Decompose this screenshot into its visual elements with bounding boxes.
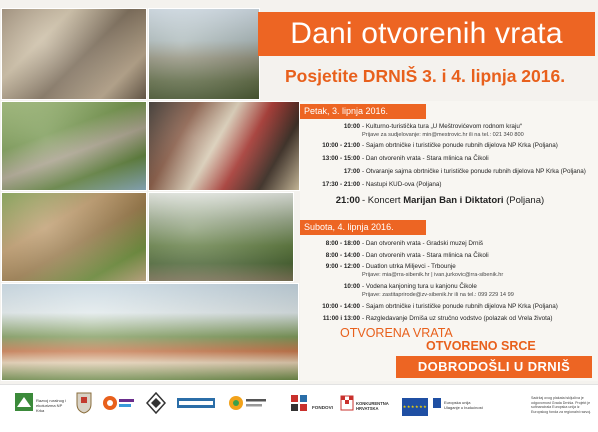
day1-concert — [300, 195, 596, 207]
photo-drnis-town — [1, 283, 299, 381]
day1-event-4 — [300, 181, 596, 189]
konkurentna-label: KONKURENTNA HRVATSKA — [356, 401, 389, 411]
event-text: - Dan otvorenih vrata - Gradski muzej Drniš — [362, 240, 484, 247]
fondovi-label: FONDOVI — [312, 405, 333, 410]
day2-event-2 — [300, 263, 596, 279]
event-time: 10:00 — [343, 283, 360, 290]
slogan-open-doors: OTVORENA VRATA — [340, 326, 453, 340]
event-text: - Vodena kanjoning tura u kanjonu Čikole — [362, 283, 477, 290]
day1-event-0 — [300, 123, 596, 139]
event-text: - Sajam obrtničke i turističke ponude rubnih dijelova NP Krka (Poljana) — [362, 142, 558, 149]
event-time: 11:00 i 13:00 — [322, 315, 360, 322]
krka-logo-icon — [14, 392, 34, 417]
event-time: 8:00 - 18:00 — [325, 240, 360, 247]
day2-event-0 — [300, 240, 596, 248]
coat-of-arms-icon — [76, 392, 92, 419]
day1-event-1 — [300, 142, 596, 150]
drnis-tourism-icon — [102, 392, 136, 419]
event-time: 13:00 - 15:00 — [322, 155, 360, 162]
event-text: - Dan otvorenih vrata - Stara mlinica na Čikoli — [362, 155, 489, 162]
event-text: - Otvaranje sajma obrtničke i turističke ponude rubnih dijelova NP Krka (Poljana) — [362, 168, 586, 175]
day1-event-2 — [300, 155, 596, 163]
event-time: 17:00 — [343, 168, 360, 175]
event-text: - Razgledavanje Drniša uz stručno vodstvo (polazak od Vrela života) — [362, 315, 553, 322]
event-time: 8:00 - 14:00 — [325, 252, 360, 259]
photo-stone-mill — [1, 101, 147, 191]
fondovi-logo-icon — [290, 392, 310, 419]
day2-event-3 — [300, 283, 596, 299]
krka-logo-label: Razvoj ruralnog i ekoturizma NP Krka — [36, 398, 67, 413]
day2-event-4 — [300, 303, 596, 311]
event-text: - Duatlon utrka Miljevci - Trbounje — [362, 263, 456, 270]
eu-flag-icon: ★★★★★★ — [402, 398, 428, 416]
slogan-open-heart: OTVORENO SRCE — [426, 339, 536, 353]
event-note: Prijave za sudjelovanje: min@mestrovic.hr ili na tel.: 021 340 800 — [362, 132, 524, 138]
event-text: - Dan otvorenih vrata - Stara mlinica na Čikoli — [362, 252, 489, 259]
day1-event-3 — [300, 168, 596, 176]
event-note: Prijave: zastitaprirode@zv-sibenik.hr ili na tel.: 099 229 14 99 — [362, 292, 514, 298]
day1-heading: Petak, 3. lipnja 2016. — [300, 104, 426, 119]
event-time: 17:30 - 21:00 — [322, 181, 360, 188]
event-note: Prijave: mia@rra-sibenik.hr | ivan.jurkovic@rra-sibenik.hr — [362, 272, 504, 278]
concert-prefix: - Koncert — [362, 195, 401, 206]
title-banner — [258, 12, 595, 56]
day2-heading: Subota, 4. lipnja 2016. — [300, 220, 426, 235]
photo-climber — [1, 8, 147, 100]
photo-wooden-stairs — [1, 192, 147, 282]
concert-performers: Marijan Ban i Diktatori — [403, 195, 504, 206]
eu-fund-label: Europska unija Ulaganje u budućnost — [444, 400, 483, 410]
eu-fund-icon — [432, 392, 442, 419]
event-time: 21:00 — [335, 195, 360, 206]
photo-canyon-walkway — [148, 8, 260, 100]
event-text: - Nastupi KUD-ova (Poljana) — [362, 181, 442, 188]
rra-sibenik-icon — [228, 392, 268, 419]
ornament-logo-icon — [146, 392, 166, 419]
day2-event-1 — [300, 252, 596, 260]
event-time: 10:00 - 14:00 — [322, 303, 360, 310]
event-text: - Kulturno-turistička tura „U Meštrovićevom rodnom kraju“ — [362, 123, 522, 130]
day2-event-5 — [300, 315, 596, 323]
event-time: 10:00 - 21:00 — [322, 142, 360, 149]
event-time: 9:00 - 12:00 — [325, 263, 360, 270]
welcome-banner: DOBRODOŠLI U DRNIŠ — [396, 356, 592, 378]
photo-traditional-costume — [148, 101, 300, 191]
konkurentna-hrvatska-icon — [340, 392, 354, 419]
visit-subtitle: Posjetite DRNIŠ 3. i 4. lipnja 2016. — [285, 66, 566, 86]
event-text: - Sajam obrtničke i turističke ponude rubnih dijelova NP Krka (Poljana) — [362, 303, 558, 310]
event-time: 10:00 — [343, 123, 360, 130]
photo-cyclists — [148, 192, 294, 282]
krka-national-park-icon — [176, 392, 216, 419]
footer-notice: Sadržaj ovog plakata isključiva je odgovornost Grada Drniša. Projekt je sufinancirala Europska unija iz Europskog fonda za regionalni razvoj. — [531, 396, 592, 414]
concert-place: (Poljana) — [506, 195, 545, 206]
page-title: Dani otvorenih vrata — [290, 17, 563, 50]
